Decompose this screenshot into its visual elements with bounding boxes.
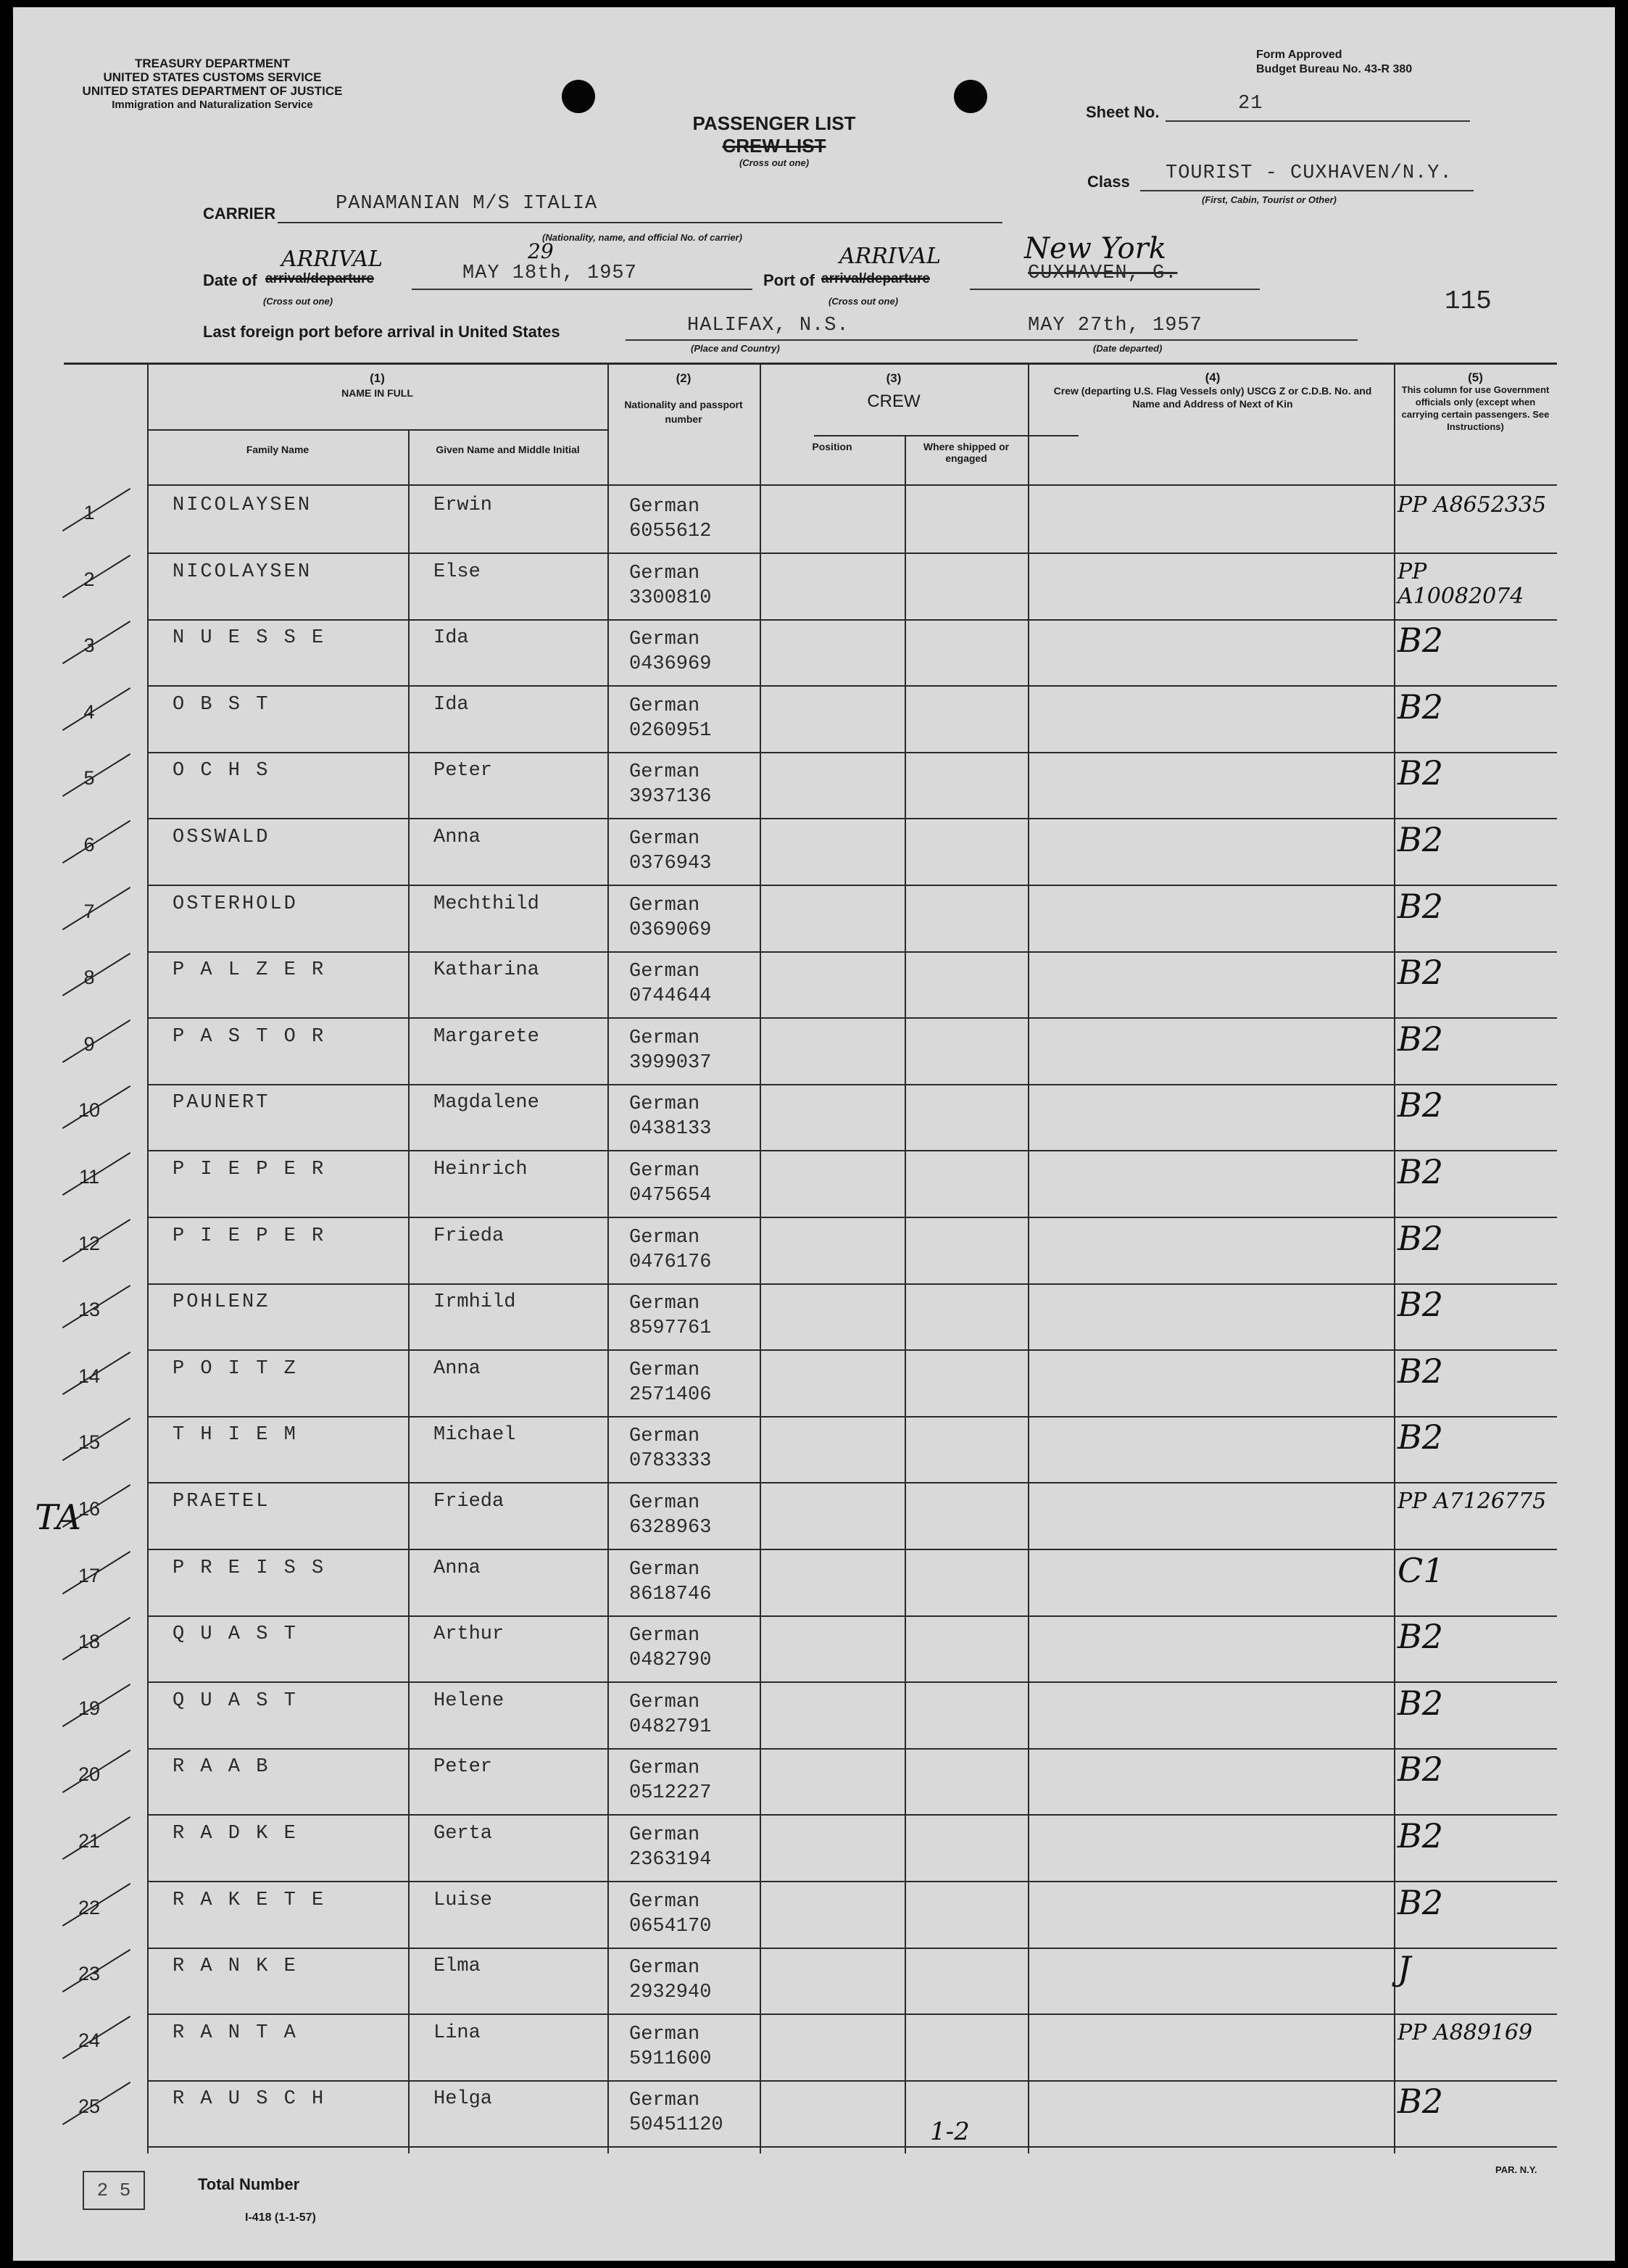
row-number: 17: [78, 1564, 101, 1586]
table-row: [64, 1816, 1557, 1882]
nationality-passport: [629, 959, 711, 1009]
official-remark: B2: [1397, 1351, 1444, 1391]
nationality: German: [629, 1625, 700, 1647]
passport-number: 0654170: [629, 1915, 712, 1937]
official-remark: B2: [1397, 1085, 1444, 1125]
family-name: NICOLAYSEN: [173, 494, 312, 516]
nationality-passport: [629, 2088, 723, 2137]
nationality: German: [629, 2090, 700, 2112]
col1-header: [147, 371, 607, 400]
table-row: [64, 819, 1557, 886]
nationality: German: [629, 629, 700, 651]
passport-number: 8597761: [629, 1317, 712, 1340]
table-row: [64, 1550, 1557, 1617]
port-value: CUXHAVEN, G.: [1028, 262, 1178, 284]
carrier-value: PANAMANIAN M/S ITALIA: [336, 193, 598, 215]
passport-number: 0436969: [629, 653, 712, 676]
row-number: 8: [83, 967, 95, 989]
passport-number: 6328963: [629, 1517, 712, 1539]
nationality-passport: [629, 1358, 711, 1407]
given-name: Peter: [433, 1756, 493, 1779]
punch-hole: [954, 80, 987, 113]
family-name: O B S T: [173, 693, 270, 716]
nationality: German: [629, 1226, 700, 1249]
row-number: 4: [83, 700, 95, 723]
given-name: Else: [433, 560, 481, 583]
official-remark: B2: [1397, 1617, 1444, 1657]
printer-mark: PAR. N.Y.: [1495, 2164, 1537, 2175]
given-name: Frieda: [433, 1225, 504, 1247]
nationality-passport: [629, 1623, 711, 1673]
agency-line: TREASURY DEPARTMENT: [134, 57, 291, 70]
nationality-passport: [629, 1756, 711, 1805]
given-name: Helga: [433, 2088, 493, 2111]
title-note: (Cross out one): [739, 157, 810, 168]
where-shipped-header: Where shipped or engaged: [923, 441, 1010, 464]
nationality-passport: [629, 694, 711, 743]
nationality: German: [629, 1293, 700, 1315]
official-remark: B2: [1397, 1816, 1444, 1855]
col-title: Crew (departing U.S. Flag Vessels only) USCG Z or C.D.B. No. and Name and Address of Next of Kin: [1053, 385, 1372, 410]
col3-header: [760, 371, 1028, 412]
passport-number: 0783333: [629, 1450, 712, 1473]
family-name: R A N K E: [173, 1955, 298, 1978]
row-number: 22: [78, 1896, 101, 1919]
col-title: Nationality and passport number: [624, 399, 743, 425]
nationality-passport: [629, 1159, 711, 1208]
row-number: 5: [83, 767, 95, 790]
col-title: NAME IN FULL: [341, 387, 413, 399]
official-remark: B2: [1397, 1019, 1444, 1059]
nationality: German: [629, 1160, 700, 1182]
given-name: Mechthild: [433, 893, 539, 915]
passport-number: 0476176: [629, 1251, 712, 1273]
table-row: [64, 1882, 1557, 1949]
nationality-passport: [629, 1690, 711, 1739]
family-name: POHLENZ: [173, 1291, 270, 1314]
family-name: P A L Z E R: [173, 959, 326, 982]
official-remark: B2: [1397, 1750, 1444, 1789]
passport-number: 0744644: [629, 985, 712, 1008]
nationality: German: [629, 1691, 700, 1713]
row-number: 21: [78, 1830, 101, 1852]
row-number: 1: [83, 502, 95, 523]
nationality-passport: [629, 827, 711, 876]
family-name: P R E I S S: [173, 1557, 326, 1579]
table-row: [64, 554, 1557, 621]
given-name: Magdalene: [433, 1092, 539, 1114]
form-approved-line: Budget Bureau No. 43-R 380: [1256, 63, 1413, 75]
nationality-passport: [629, 2022, 711, 2072]
given-name: Frieda: [433, 1491, 504, 1512]
passport-number: 2932940: [629, 1982, 712, 2004]
nationality: German: [629, 828, 700, 850]
given-name: Katharina: [433, 959, 539, 982]
nationality-passport: [629, 893, 711, 943]
row-number: 24: [78, 2029, 101, 2051]
passport-number: 3999037: [629, 1051, 712, 1074]
table-row: [64, 1085, 1557, 1151]
nationality: German: [629, 496, 700, 518]
date-handwritten-arrival: ARRIVAL: [281, 247, 383, 272]
family-name: R A N T A: [173, 2021, 298, 2044]
row25-crew-note: 1-2: [930, 2117, 970, 2146]
class-value: TOURIST - CUXHAVEN/N.Y.: [1166, 162, 1453, 184]
agency-line: UNITED STATES CUSTOMS SERVICE: [103, 70, 322, 84]
nationality: German: [629, 1093, 700, 1116]
punch-hole: [562, 80, 595, 113]
foreign-port-date-note: (Date departed): [1093, 343, 1163, 354]
given-name: Peter: [433, 760, 493, 782]
passport-number: 50451120: [629, 2114, 723, 2137]
passport-number: 2363194: [629, 1849, 712, 1871]
family-name: O C H S: [173, 760, 270, 782]
col-number: (5): [1468, 371, 1483, 384]
given-name: Luise: [433, 1889, 493, 1911]
family-name: R A A B: [173, 1756, 270, 1779]
official-remark: B2: [1397, 1218, 1444, 1258]
table-row: [64, 2015, 1557, 2082]
row-number: 12: [78, 1232, 101, 1254]
family-name: NICOLAYSEN: [173, 560, 312, 583]
class-note: (First, Cabin, Tourist or Other): [1202, 194, 1337, 205]
col5-header: [1397, 371, 1553, 433]
position-header: Position: [812, 441, 852, 452]
nationality: German: [629, 1824, 700, 1846]
passport-number: 2571406: [629, 1383, 712, 1406]
given-name: Anna: [433, 1357, 481, 1380]
passport-number: 3937136: [629, 786, 712, 808]
row-number: 3: [83, 634, 95, 657]
passport-number: 0482790: [629, 1650, 712, 1672]
carrier-note: (Nationality, name, and official No. of carrier): [542, 232, 742, 243]
port-handwritten-arrival: ARRIVAL: [839, 244, 941, 269]
nationality: German: [629, 1359, 700, 1381]
nationality: German: [629, 2023, 700, 2045]
table-row: [64, 1351, 1557, 1418]
given-name: Irmhild: [433, 1291, 516, 1314]
nationality-passport: [629, 1092, 711, 1141]
given-name: Michael: [433, 1424, 516, 1447]
sheet-number: 21: [1238, 93, 1263, 115]
given-name-header: Given Name and Middle Initial: [436, 444, 580, 455]
given-name: Margarete: [433, 1025, 539, 1048]
official-remark: PP A10082074: [1397, 558, 1524, 609]
official-remark: PP A7126775: [1397, 1489, 1547, 1514]
family-name: P I E P E R: [173, 1225, 326, 1247]
table-row: [64, 1417, 1557, 1483]
passport-number: 0512227: [629, 1782, 712, 1805]
table-row: [64, 1218, 1557, 1285]
official-remark: B2: [1397, 953, 1444, 993]
table-row: [64, 1151, 1557, 1218]
family-name: PAUNERT: [173, 1092, 270, 1114]
nationality-passport: [629, 1491, 711, 1540]
row-number: 10: [78, 1099, 101, 1122]
row-number: 9: [83, 1032, 95, 1055]
table-row: [64, 1948, 1557, 2015]
date-value: MAY 18th, 1957: [462, 262, 637, 284]
date-struck-option: arrival/departure: [265, 271, 374, 286]
port-note: (Cross out one): [828, 296, 899, 307]
row-number: 25: [78, 2095, 101, 2118]
passport-number: 5911600: [629, 2048, 712, 2070]
nationality-passport: [629, 1557, 711, 1607]
nationality-passport: [629, 1291, 711, 1341]
port-struck-option: arrival/departure: [821, 271, 930, 286]
given-name: Elma: [433, 1955, 481, 1978]
passenger-table: [64, 363, 1557, 2153]
family-name: R A K E T E: [173, 1889, 326, 1911]
foreign-port-place-note: (Place and Country): [691, 343, 780, 354]
family-name: Q U A S T: [173, 1623, 298, 1646]
official-remark: B2: [1397, 1152, 1444, 1191]
family-name: OSSWALD: [173, 827, 270, 848]
form-approved-line: Form Approved: [1256, 49, 1342, 61]
date-note: (Cross out one): [263, 296, 333, 307]
list-title: [665, 112, 883, 168]
given-name: Anna: [433, 827, 481, 848]
official-remark: B2: [1397, 753, 1444, 793]
given-name: Lina: [433, 2021, 481, 2044]
nationality-passport: [629, 1823, 711, 1872]
given-name: Anna: [433, 1557, 481, 1579]
given-name: Arthur: [433, 1623, 504, 1646]
family-name: P A S T O R: [173, 1025, 326, 1048]
row-number: 13: [78, 1299, 101, 1321]
nationality: German: [629, 894, 700, 916]
family-name: P I E P E R: [173, 1159, 326, 1180]
agency-line: Immigration and Naturalization Service: [112, 99, 313, 111]
table-row: [64, 886, 1557, 953]
nationality: German: [629, 562, 700, 584]
row-number: 14: [78, 1365, 101, 1387]
passport-number: 6055612: [629, 521, 712, 542]
family-name: P O I T Z: [173, 1357, 298, 1380]
table-row: [64, 1019, 1557, 1085]
row-number: 6: [83, 834, 95, 856]
official-remark: B2: [1397, 2082, 1444, 2122]
passport-number: 0438133: [629, 1118, 712, 1141]
nationality: German: [629, 761, 700, 784]
given-name: Ida: [433, 627, 469, 650]
date-handwritten-day: 29: [528, 239, 554, 263]
row-number: 18: [78, 1631, 101, 1653]
nationality-passport: [629, 1890, 711, 1939]
passport-number: 0376943: [629, 853, 712, 874]
table-row: [64, 1483, 1557, 1550]
passport-number: 8618746: [629, 1583, 712, 1605]
official-remark: J: [1397, 1949, 1411, 1989]
row-number: 19: [78, 1697, 101, 1719]
table-row: [64, 1749, 1557, 1816]
col-number: (2): [676, 371, 692, 385]
table-row: [64, 2081, 1557, 2148]
nationality-passport: [629, 494, 711, 544]
agency-header: [57, 57, 368, 112]
nationality: German: [629, 1492, 700, 1514]
agency-line: UNITED STATES DEPARTMENT OF JUSTICE: [82, 84, 343, 98]
row-number: 20: [78, 1763, 101, 1786]
col-title: This column for use Government officials only (except when carrying certain passengers. See Instructions): [1401, 384, 1550, 432]
passport-number: 0369069: [629, 919, 712, 941]
nationality: German: [629, 695, 700, 717]
form-approved: [1256, 48, 1412, 77]
table-row: [64, 1683, 1557, 1750]
passport-number: 3300810: [629, 587, 712, 609]
nationality: German: [629, 1027, 700, 1049]
nationality-passport: [629, 1225, 711, 1275]
foreign-port-label: Last foreign port before arrival in United States: [203, 323, 560, 341]
col-number: (4): [1205, 371, 1221, 384]
official-remark: B2: [1397, 886, 1444, 926]
col-number: (1): [370, 371, 385, 385]
nationality-passport: [629, 1026, 711, 1075]
foreign-port-date: MAY 27th, 1957: [1028, 315, 1203, 336]
passenger-list-sheet: [13, 7, 1615, 2261]
crew-list-title: CREW LIST: [722, 135, 826, 157]
nationality-passport: [629, 760, 711, 809]
nationality: German: [629, 1890, 700, 1913]
family-name: N U E S S E: [173, 627, 326, 650]
official-remark: PP A889169: [1397, 2019, 1533, 2045]
row-number: 15: [78, 1431, 101, 1454]
given-name: Heinrich: [433, 1159, 528, 1180]
row-number: 16: [78, 1498, 101, 1520]
table-row: [64, 487, 1557, 554]
passport-number: 0482791: [629, 1716, 712, 1738]
row-number: 2: [83, 568, 95, 590]
official-remark: C1: [1397, 1550, 1445, 1590]
table-row: [64, 620, 1557, 687]
nationality-passport: [629, 627, 711, 676]
family-name: PRAETEL: [173, 1491, 270, 1512]
passport-number: 0260951: [629, 719, 712, 742]
nationality-passport: [629, 1955, 711, 2005]
family-name: OSTERHOLD: [173, 893, 298, 915]
col-number: (3): [886, 371, 902, 385]
official-remark: B2: [1397, 1285, 1444, 1325]
official-remark: B2: [1397, 820, 1444, 859]
row-number: 7: [83, 900, 95, 922]
col-title: CREW: [867, 392, 921, 411]
total-count-box: 2 5: [83, 2171, 145, 2210]
table-row: [64, 952, 1557, 1019]
family-name: R A D K E: [173, 1823, 298, 1845]
given-name: Helene: [433, 1689, 504, 1712]
nationality: German: [629, 1425, 700, 1448]
table-row: [64, 753, 1557, 819]
row-number: 23: [78, 1963, 101, 1985]
carrier-label: CARRIER: [203, 204, 276, 223]
port-label: Port of: [763, 271, 815, 289]
nationality-passport: [629, 561, 711, 611]
official-remark: B2: [1397, 687, 1444, 727]
official-remark: B2: [1397, 1683, 1444, 1723]
official-remark: B2: [1397, 1882, 1444, 1922]
nationality: German: [629, 1558, 700, 1581]
page-number: 115: [1445, 286, 1492, 316]
official-remark: PP A8652335: [1397, 492, 1547, 518]
date-label: Date of: [203, 271, 257, 289]
official-remark: B2: [1397, 621, 1444, 661]
given-name: Ida: [433, 693, 469, 716]
passenger-list-title: PASSENGER LIST: [692, 112, 856, 134]
nationality: German: [629, 1957, 700, 1979]
family-name-header: Family Name: [246, 444, 310, 455]
margin-note: TA: [35, 1497, 82, 1538]
family-name: R A U S C H: [173, 2088, 326, 2111]
table-row: [64, 1284, 1557, 1351]
nationality: German: [629, 961, 700, 983]
table-row: [64, 687, 1557, 753]
family-name: Q U A S T: [173, 1689, 298, 1712]
family-name: T H I E M: [173, 1424, 298, 1447]
row-number: 11: [78, 1166, 100, 1188]
port-handwritten-value: New York: [1024, 232, 1166, 265]
table-row: [64, 1616, 1557, 1683]
foreign-port-place: HALIFAX, N.S.: [687, 315, 850, 336]
form-number: I-418 (1-1-57): [245, 2211, 316, 2224]
nationality: German: [629, 1758, 700, 1780]
total-number-label: Total Number: [198, 2175, 300, 2193]
sheet-label: Sheet No.: [1086, 103, 1160, 121]
class-label: Class: [1087, 173, 1130, 191]
nationality-passport: [629, 1424, 711, 1473]
passport-number: 0475654: [629, 1185, 712, 1207]
col4-header: [1050, 371, 1376, 410]
col2-header: [615, 371, 752, 426]
official-remark: B2: [1397, 1418, 1444, 1457]
given-name: Gerta: [433, 1823, 493, 1845]
given-name: Erwin: [433, 494, 493, 516]
